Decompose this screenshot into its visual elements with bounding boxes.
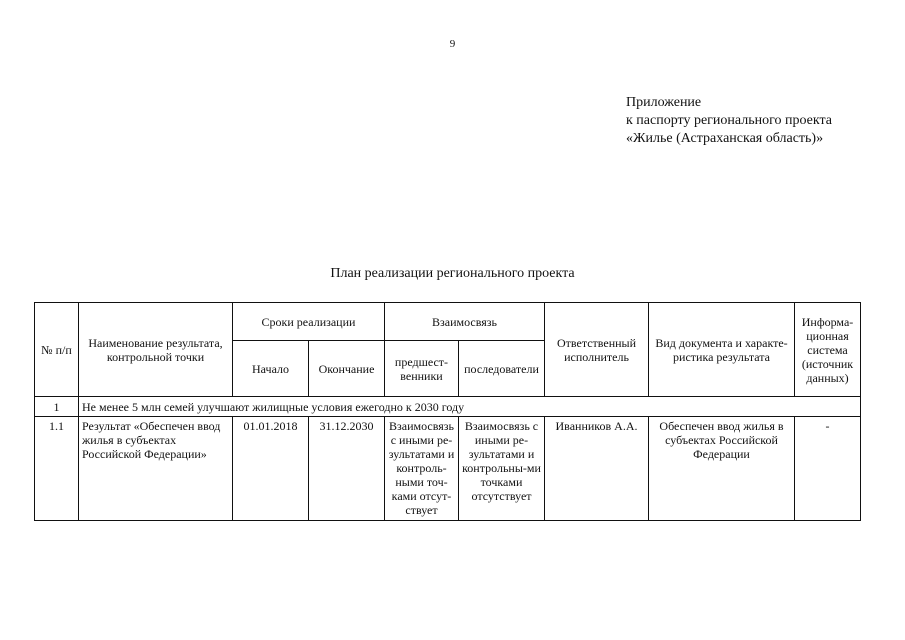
appendix-line-1: Приложение [626,95,702,110]
plan-title: План реализации регионального проекта [330,266,575,281]
row-successors: Взаимосвязь с иными ре-зультатами и контрольны-ми точками отсутствует [459,417,545,521]
header-num: № п/п [35,303,79,397]
section-row [35,397,861,417]
row-name: Результат «Обеспечен ввод жилья в субъектах Российской Федерации» [79,417,233,521]
section-text: Не менее 5 млн семей улучшают жилищные условия ежегодно к 2030 году [79,397,861,417]
section-num: 1 [35,397,79,417]
row-start: 01.01.2018 [233,417,309,521]
appendix-line-3: «Жилье (Астраханская область)» [626,131,824,146]
header-document: Вид документа и характе-ристика результата [649,303,795,397]
header-end: Окончание [309,341,385,397]
page-number: 9 [449,38,456,50]
header-predecessors: предшест-венники [385,341,459,397]
row-num: 1.1 [35,417,79,521]
header-terms: Сроки реализации [233,303,385,341]
appendix-note [626,94,832,148]
row-info-system: - [795,417,861,521]
appendix-line-2: к паспорту регионального проекта [626,113,832,128]
header-info-system: Информа-ционная система (источник данных) [795,303,861,397]
header-name: Наименование результата, контрольной точки [79,303,233,397]
row-responsible: Иванников А.А. [545,417,649,521]
header-responsible: Ответственный исполнитель [545,303,649,397]
header-relation: Взаимосвязь [385,303,545,341]
table-row [35,417,861,521]
row-end: 31.12.2030 [309,417,385,521]
header-successors: последователи [459,341,545,397]
row-document: Обеспечен ввод жилья в субъектах Российской Федерации [649,417,795,521]
header-start: Начало [233,341,309,397]
plan-table [34,302,861,521]
row-predecessors: Взаимосвязь с иными ре-зультатами и контроль-ными точ-ками отсут-ствует [385,417,459,521]
